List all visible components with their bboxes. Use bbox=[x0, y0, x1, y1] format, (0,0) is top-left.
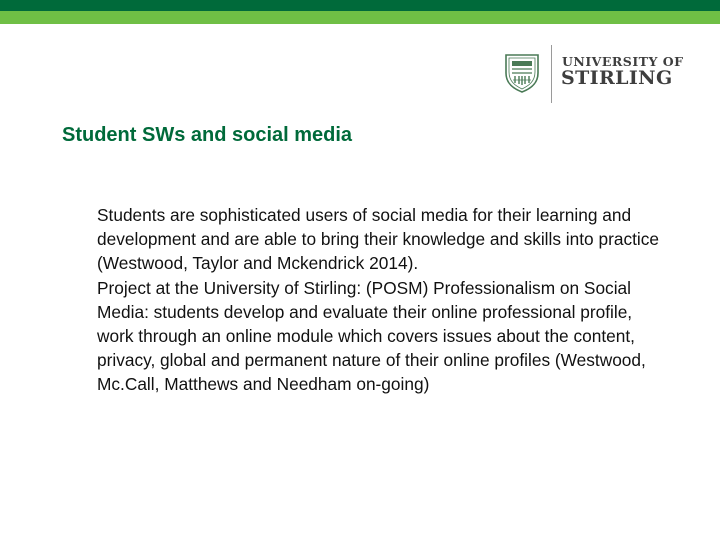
header-bar-light bbox=[0, 11, 720, 24]
university-logo bbox=[500, 44, 690, 104]
slide-title: Student SWs and social media bbox=[62, 124, 353, 146]
header-bar-dark bbox=[0, 0, 720, 11]
body-paragraph-1: Students are sophisticated users of social media for their learning and development and are able to bring their knowledge and skills into practice (Westwood, Taylor and Mckendrick 2014). bbox=[97, 205, 659, 274]
slide-body bbox=[97, 203, 672, 397]
body-paragraph-2: Project at the University of Stirling: (POSM) Professionalism on Social Media: students develop and evaluate their online professional profile, work through an online module which covers issues about the content, privacy, global and permanent nature of their online profiles (Westwood, Mc.Call, Matthews and Needham on-going) bbox=[97, 277, 646, 395]
logo-divider bbox=[551, 45, 552, 103]
logo-stirling: STIRLING bbox=[561, 67, 673, 89]
university-crest-icon bbox=[504, 53, 540, 93]
logo-university-of: UNIVERSITY OF bbox=[562, 54, 684, 69]
